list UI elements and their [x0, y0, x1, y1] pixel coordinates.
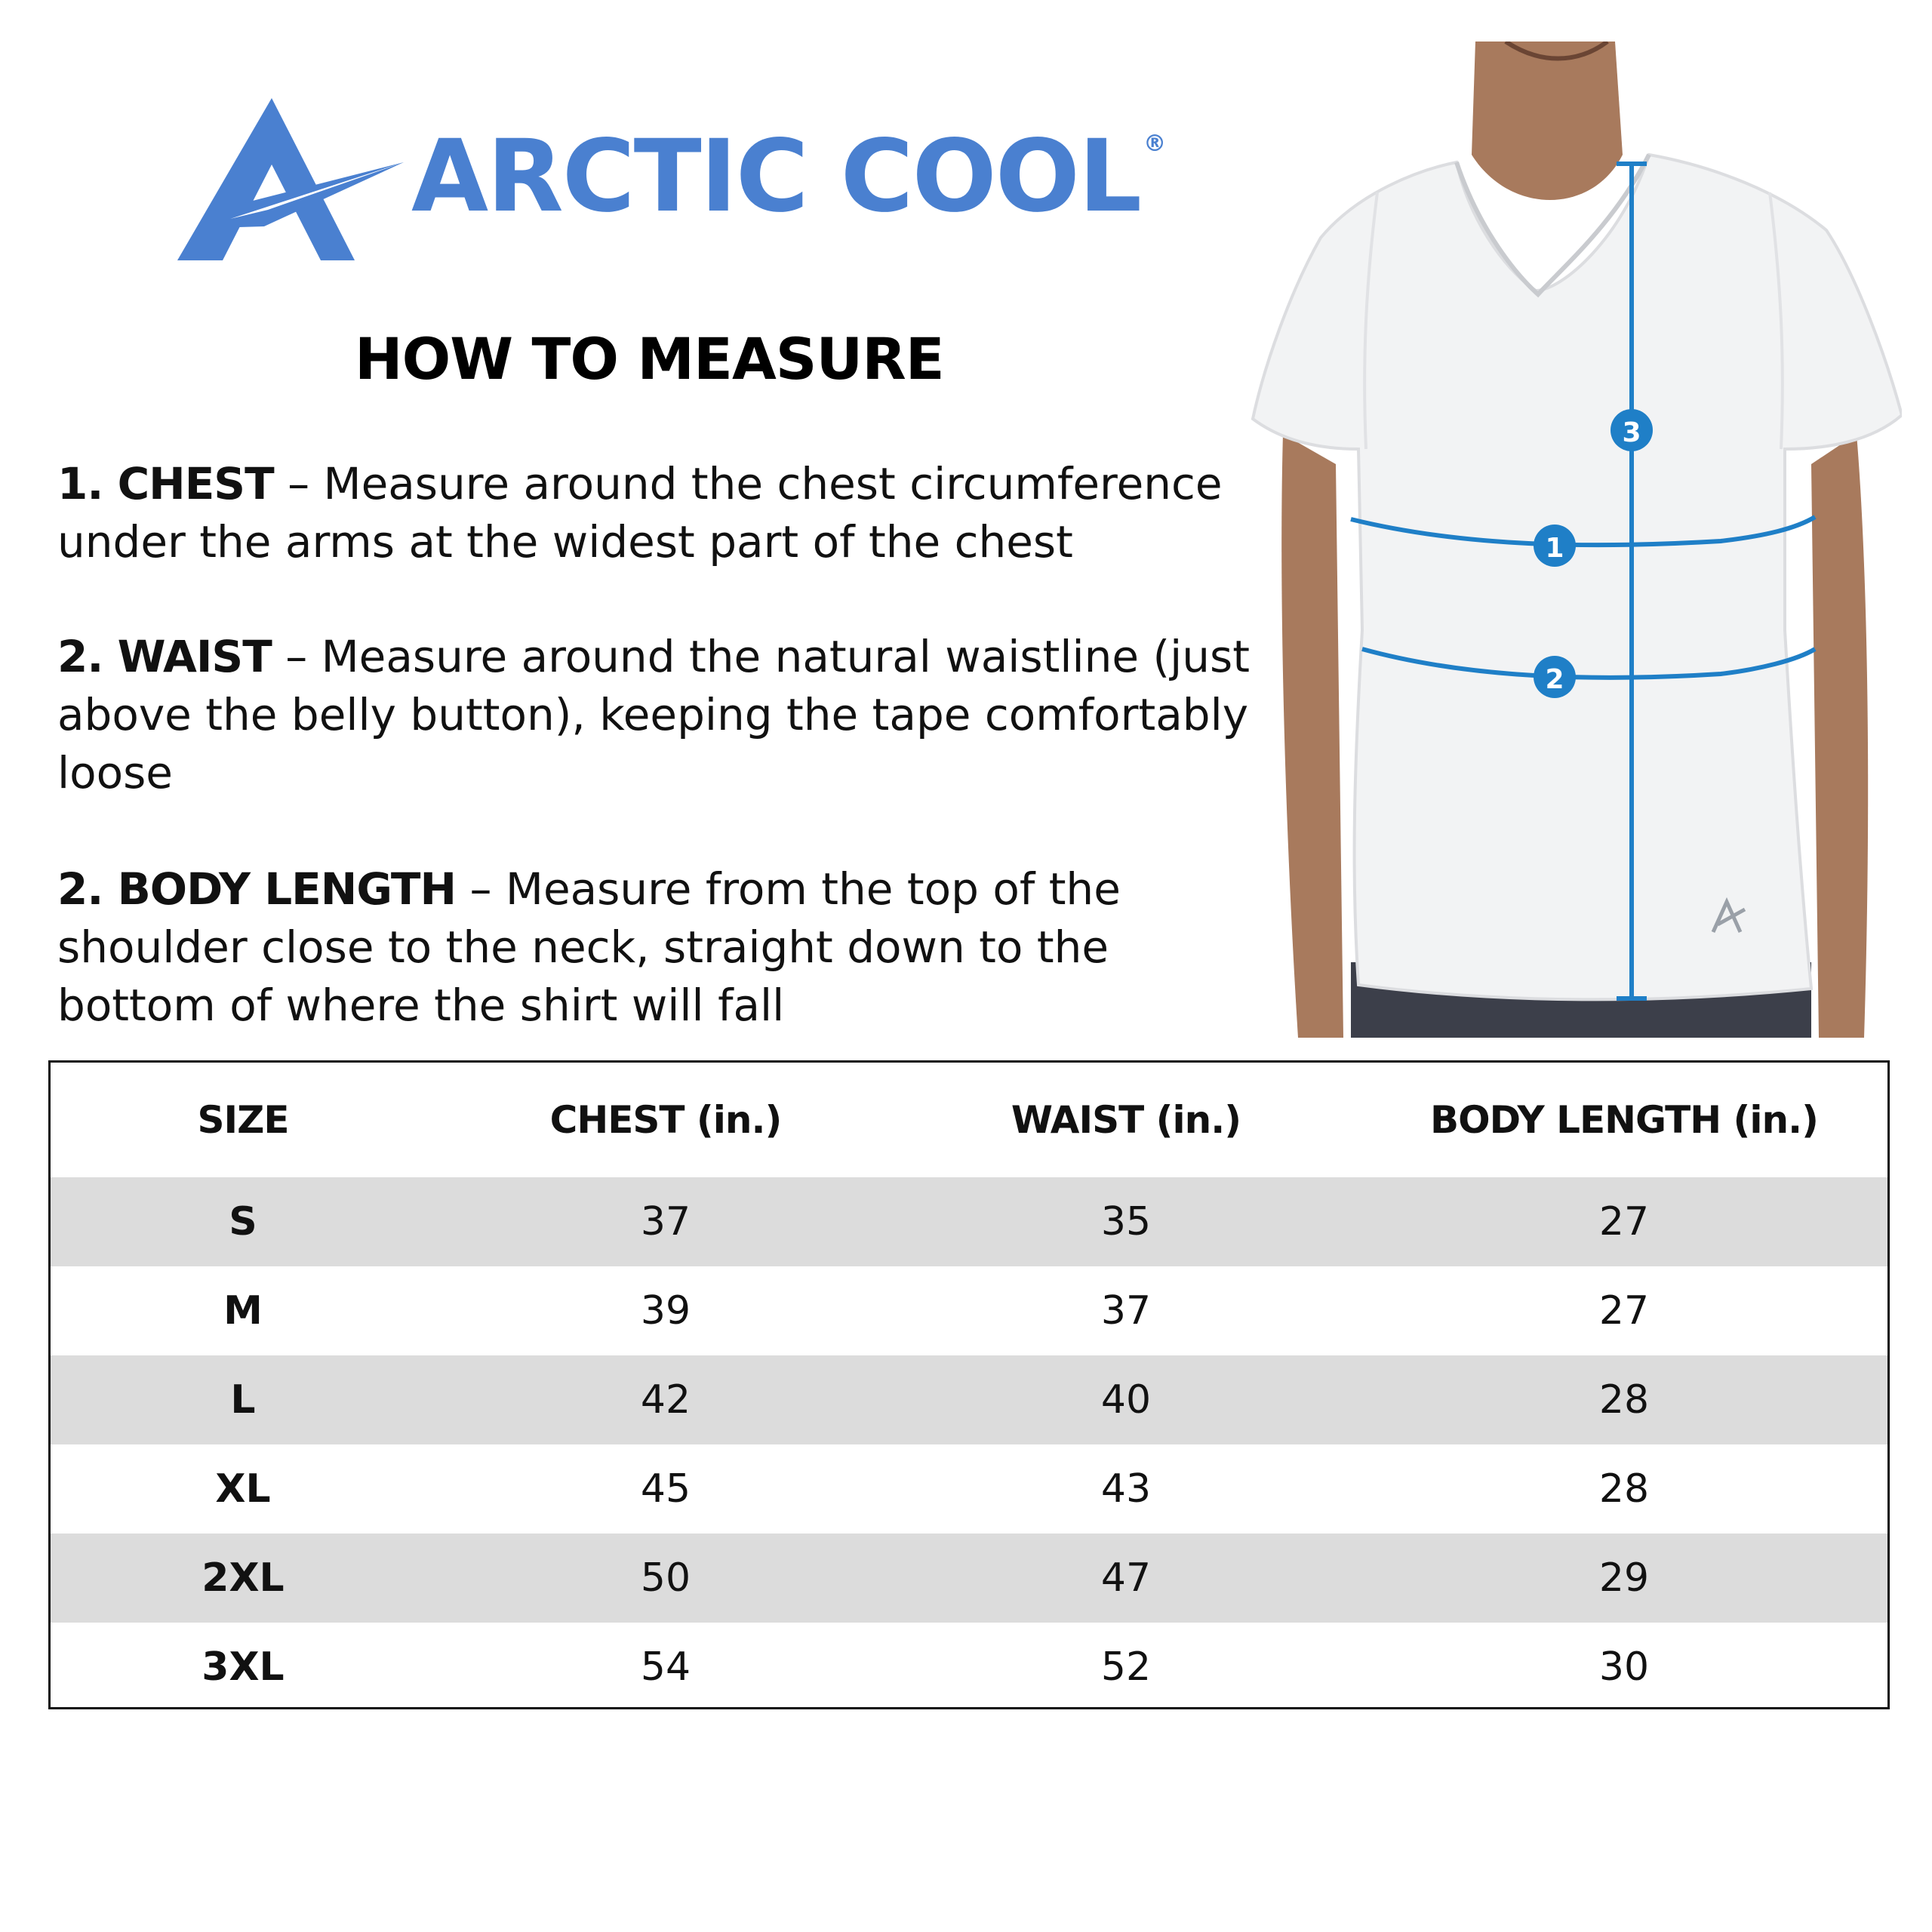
model-shirt [1253, 155, 1902, 999]
waist-instruction: 2. WAIST – Measure around the natural waistline (just above the belly button), keeping the tape comfortably loose [57, 631, 1250, 798]
model-left-arm [1281, 434, 1343, 1038]
table-row: XL 45 43 28 [215, 1466, 1650, 1512]
model-neck [1472, 42, 1623, 200]
chest-instruction: 1. CHEST – Measure around the chest circumference under the arms at the widest part of the chest [57, 458, 1223, 568]
model-right-arm [1811, 434, 1868, 1038]
waist-text: Measure around the natural waistline (just above the belly button), keeping the tape comfortably loose [57, 631, 1250, 798]
table-row: 3XL 54 52 30 [202, 1644, 1650, 1690]
header-waist: WAIST (in.) [1011, 1098, 1241, 1142]
model-measurement-diagram [1238, 42, 1902, 1038]
header-chest: CHEST (in.) [549, 1098, 782, 1142]
brand-logo [177, 98, 1165, 272]
size-chart-table [48, 1060, 1890, 1709]
table-row: M 39 37 27 [223, 1288, 1650, 1334]
waist-label: 2. WAIST [57, 631, 272, 682]
body-length-instruction: 2. BODY LENGTH – Measure from the top of the shoulder close to the neck, straight down to the bottom of where the shirt will fall [57, 863, 1121, 1031]
table-row: L 42 40 28 [51, 1355, 1887, 1444]
chest-label: 1. CHEST [57, 458, 274, 509]
brand-name: ARCTIC COOL ® [411, 118, 1165, 235]
chest-text: Measure around the chest circumference under the arms at the widest part of the chest [57, 458, 1223, 568]
body-length-text: Measure from the top of the shoulder close to the neck, straight down to the bottom of where the shirt will fall [57, 863, 1121, 1031]
table-row: S 37 35 27 [51, 1177, 1887, 1266]
marker-2 [1534, 656, 1576, 698]
page-title: HOW TO MEASURE [355, 325, 944, 392]
svg-text:3: 3 [1622, 417, 1641, 448]
marker-3 [1611, 409, 1653, 451]
svg-text:2: 2 [1545, 664, 1564, 695]
table-header-row [51, 1063, 1887, 1177]
table-row: 2XL 50 47 29 [51, 1534, 1887, 1623]
arctic-cool-mountain-icon [177, 98, 411, 272]
header-size: SIZE [197, 1098, 289, 1142]
header-body-length: BODY LENGTH (in.) [1430, 1098, 1818, 1142]
body-length-label: 2. BODY LENGTH [57, 863, 457, 915]
marker-1 [1534, 525, 1576, 567]
svg-text:1: 1 [1545, 533, 1564, 564]
